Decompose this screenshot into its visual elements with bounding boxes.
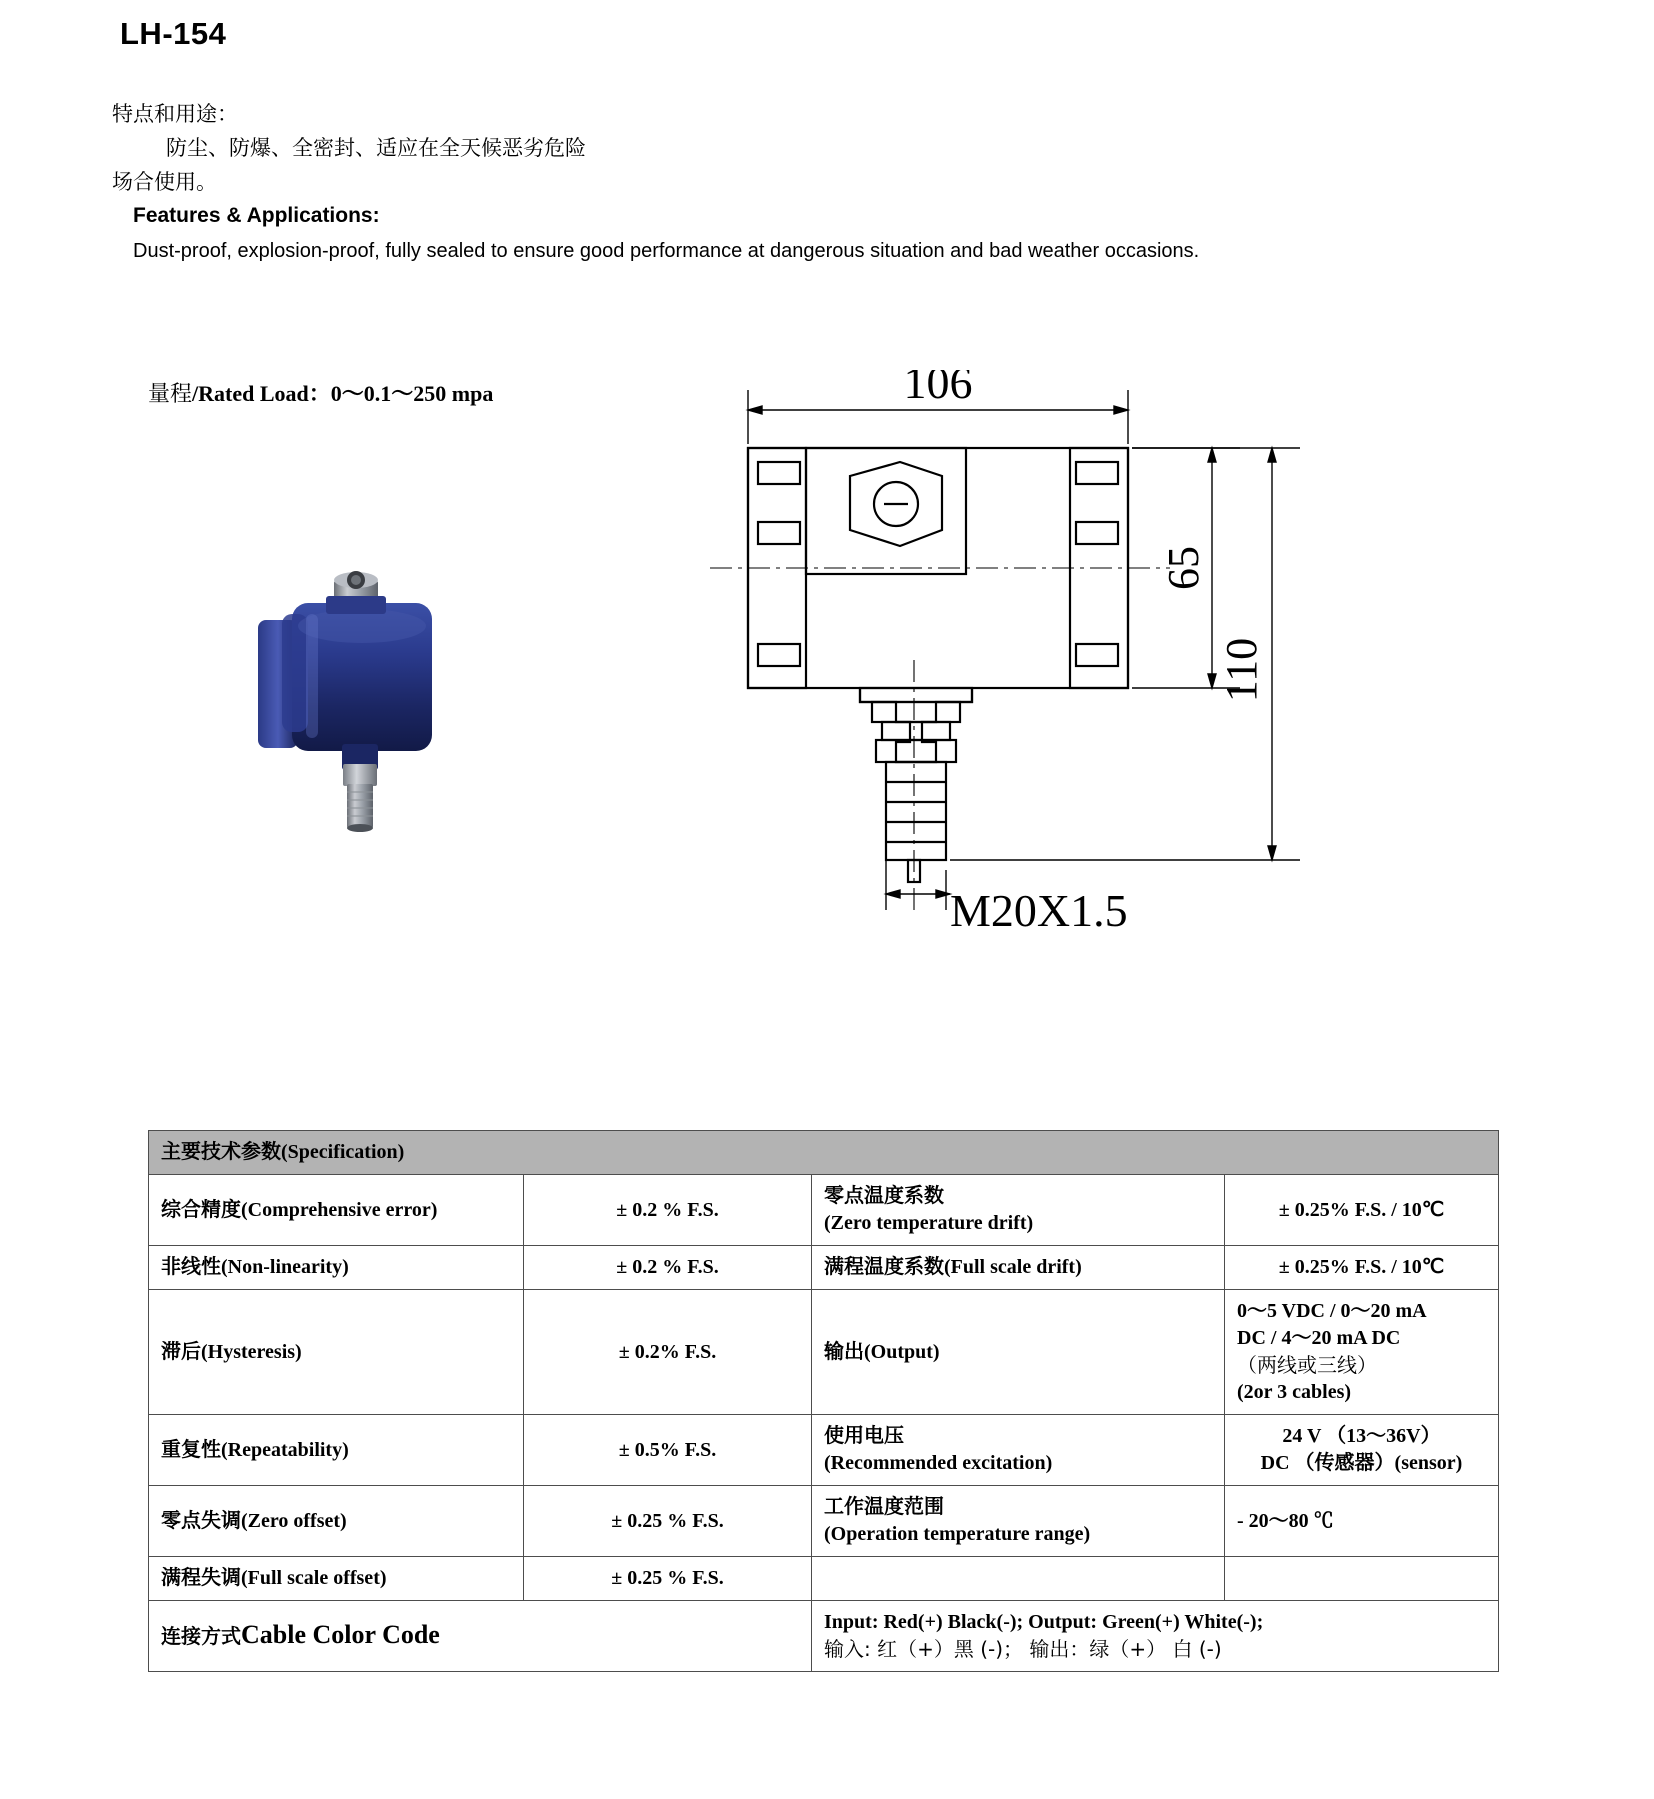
product-photo-svg — [222, 548, 504, 838]
output-line-1: 0～5 VDC / 0～20 mA — [1237, 1300, 1427, 1322]
table-row-cable — [149, 1601, 1499, 1672]
table-row — [149, 1486, 1499, 1557]
label-en: (Hysteresis) — [201, 1340, 302, 1363]
cable-color-code-label — [149, 1601, 812, 1672]
features-chinese-title: 特点和用途： — [112, 102, 238, 126]
row-label-output — [812, 1290, 1225, 1415]
label-en: (Recommended excitation) — [824, 1452, 1053, 1474]
row-label-hysteresis — [149, 1290, 524, 1415]
dimension-drawing — [700, 370, 1440, 1070]
row-spacer-cell — [1225, 1557, 1499, 1601]
label-en: (Zero temperature drift) — [824, 1212, 1034, 1234]
label-cn: 使用电压 — [824, 1425, 904, 1447]
table-row — [149, 1557, 1499, 1601]
output-line-3: （两线或三线） — [1237, 1353, 1377, 1377]
table-row — [149, 1415, 1499, 1486]
label-cn: 工作温度范围 — [824, 1496, 944, 1518]
cable-color-code-value — [812, 1601, 1499, 1672]
rated-load-label-en: /Rated Load： — [192, 381, 331, 406]
label-cn: 零点失调 — [161, 1509, 241, 1532]
cable-line-cn: 输入: 红（+）黑 (-)； 输出：绿（+） 白 (-) — [824, 1637, 1222, 1661]
features-english — [133, 204, 1263, 266]
table-row — [149, 1175, 1499, 1246]
row-value-hysteresis: ± 0.2% F.S. — [524, 1290, 812, 1415]
features-chinese-line1: 防尘、防爆、全密封、适应在全天候恶劣危险 — [166, 136, 586, 160]
label-en: (Zero offset) — [241, 1509, 347, 1532]
row-value-zero-offset: ± 0.25 % F.S. — [524, 1486, 812, 1557]
output-line-4: (2or 3 cables) — [1237, 1381, 1352, 1403]
label-en: (Comprehensive error) — [241, 1198, 438, 1221]
dim-width-label: 106 — [903, 370, 973, 408]
row-value-non-linearity: ± 0.2 % F.S. — [524, 1246, 812, 1290]
row-label-repeatability — [149, 1415, 524, 1486]
label-en: (Full scale drift) — [944, 1256, 1082, 1278]
rated-load-label-cn: 量程 — [148, 382, 193, 407]
rated-load-line — [148, 377, 493, 408]
row-value-repeatability: ± 0.5% F.S. — [524, 1415, 812, 1486]
table-row — [149, 1246, 1499, 1290]
label-cn: 零点温度系数 — [824, 1185, 944, 1207]
page-title: LH-154 — [120, 16, 227, 51]
row-label-excitation — [812, 1415, 1225, 1486]
output-line-2: DC / 4～20 mA DC — [1237, 1327, 1401, 1349]
label-cn: 滞后 — [161, 1340, 201, 1363]
excitation-line-1: 24 V （13～36V） — [1282, 1425, 1441, 1447]
row-label-full-scale-drift — [812, 1246, 1225, 1290]
row-value-comprehensive-error: ± 0.2 % F.S. — [524, 1175, 812, 1246]
row-spacer-cell — [812, 1557, 1225, 1601]
specification-header: 主要技术参数(Specification) — [149, 1131, 1499, 1175]
product-photo — [222, 548, 504, 838]
row-label-full-scale-offset — [149, 1557, 524, 1601]
specification-table — [148, 1130, 1499, 1672]
features-chinese — [112, 97, 812, 199]
label-en: (Non-linearity) — [221, 1256, 349, 1278]
label-cn: 非线性 — [161, 1256, 221, 1278]
label-cn: 重复性 — [161, 1438, 221, 1461]
row-value-zero-temp-drift: ± 0.25% F.S. / 10℃ — [1225, 1175, 1499, 1246]
specification-table-wrap — [148, 1130, 1498, 1672]
rated-load-value: 0～0.1～250 mpa — [330, 381, 494, 406]
cable-label-en: Cable Color Code — [241, 1620, 440, 1649]
label-cn: 输出 — [824, 1340, 864, 1363]
row-label-non-linearity — [149, 1246, 524, 1290]
thread-label: M20X1.5 — [950, 885, 1128, 936]
dim-inner-height-label: 65 — [1159, 546, 1208, 590]
row-label-comprehensive-error — [149, 1175, 524, 1246]
features-chinese-line2: 场合使用。 — [112, 170, 217, 194]
row-value-full-scale-offset: ± 0.25 % F.S. — [524, 1557, 812, 1601]
label-cn: 综合精度 — [161, 1198, 241, 1221]
table-row — [149, 1290, 1499, 1415]
label-cn: 满程失调 — [161, 1567, 241, 1589]
excitation-line-2: DC （传感器）(sensor) — [1260, 1452, 1463, 1474]
features-english-title: Features & Applications: — [133, 204, 380, 227]
row-label-zero-offset — [149, 1486, 524, 1557]
dimension-drawing-svg — [700, 370, 1440, 1070]
row-value-excitation — [1225, 1415, 1499, 1486]
dim-total-height-label: 110 — [1217, 637, 1266, 703]
label-en: (Full scale offset) — [241, 1567, 387, 1589]
row-value-operating-temp: - 20～80 ℃ — [1225, 1486, 1499, 1557]
row-label-zero-temp-drift — [812, 1175, 1225, 1246]
label-cn: 满程温度系数 — [824, 1256, 944, 1278]
row-value-output — [1225, 1290, 1499, 1415]
label-en: (Output) — [864, 1340, 940, 1363]
label-en: (Repeatability) — [221, 1438, 349, 1461]
features-english-body: Dust-proof, explosion-proof, fully sealed to ensure good performance at dangerous situation and bad weather occasions. — [133, 240, 1200, 262]
row-value-full-scale-drift: ± 0.25% F.S. / 10℃ — [1225, 1246, 1499, 1290]
label-en: (Operation temperature range) — [824, 1523, 1091, 1545]
cable-label-cn: 连接方式 — [161, 1626, 241, 1648]
cable-line-en: Input: Red(+) Black(-); Output: Green(+) White(-); — [824, 1611, 1264, 1633]
row-label-operating-temp — [812, 1486, 1225, 1557]
table-row-header — [149, 1131, 1499, 1175]
